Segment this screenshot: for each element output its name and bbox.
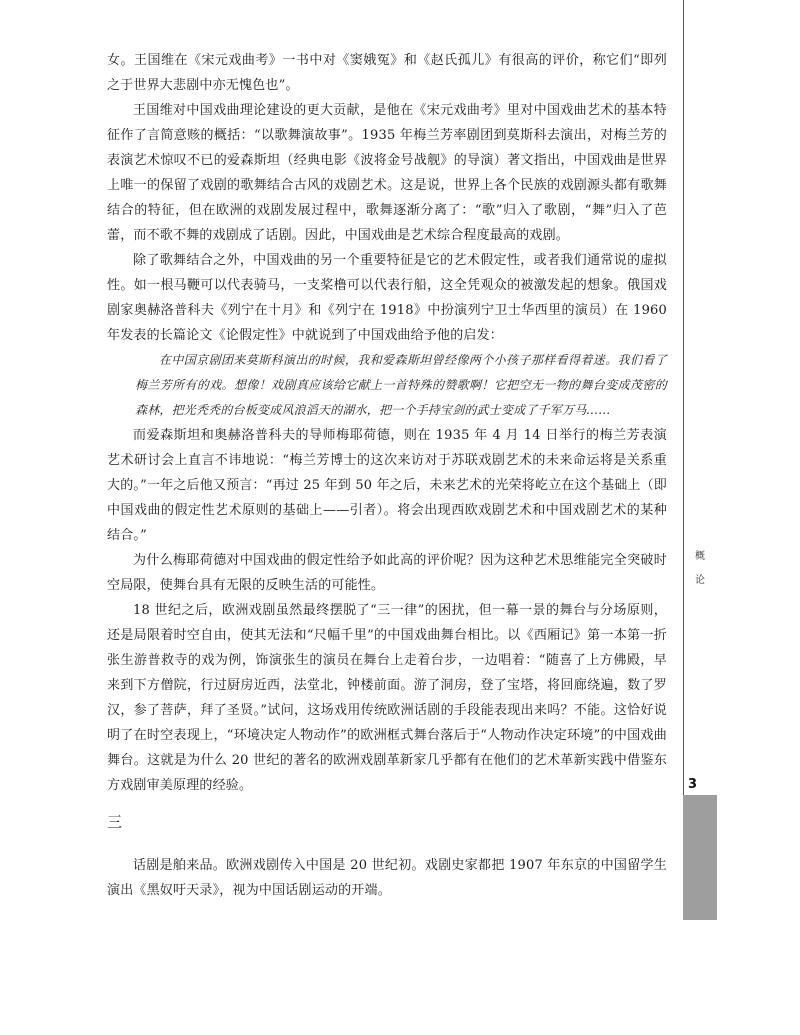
body-text: [107, 48, 667, 903]
margin-rule: [683, 0, 684, 920]
paragraph: 为什么梅耶荷德对中国戏曲的假定性给予如此高的评价呢？因为这种艺术思维能完全突破时空局限，使舞台具有无限的反映生活的可能性。: [107, 553, 667, 593]
section-side-label: [692, 545, 708, 593]
side-label-char: 概: [695, 551, 705, 562]
thumb-index-tab: [683, 795, 717, 920]
side-label-char: 论: [695, 575, 705, 586]
paragraph: 女。王国维在《宋元戏曲考》一书中对《窦娥冤》和《赵氏孤儿》有很高的评价，称它们“即列之于世界大悲剧中亦无愧色也”。: [107, 53, 667, 93]
paragraph: 话剧是舶来品。欧洲戏剧传入中国是 20 世纪初。戏剧史家都把 1907 年东京的中国留学生演出《黑奴吁天录》，视为中国话剧运动的开端。: [107, 858, 667, 898]
paragraph: 而爱森斯坦和奥赫洛普科夫的导师梅耶荷德，则在 1935 年 4 月 14 日举行的梅兰芳表演艺术研讨会上直言不讳地说：“梅兰芳博士的这次来访对于苏联戏剧艺术的未来命运将是关系重大的。”一年之后他又预言：“再过 25 年到 50 年之后，未来艺术的光荣将屹立在这个基础上（即中国戏曲的假定性艺术原则的基础上——引者）。将会出现西欧戏剧艺术和中国戏剧艺术的某种结合。”: [107, 428, 668, 543]
section-heading: 三: [107, 813, 125, 831]
paragraph: 除了歌舞结合之外，中国戏曲的另一个重要特征是它的艺术假定性，或者我们通常说的虚拟性。如一根马鞭可以代表骑马，一支桨橹可以代表行船，这全凭观众的被激发起的想象。俄国戏剧家奥赫洛普科夫《列宁在十月》和《列宁在 1918》中扮演列宁卫士华西里的演员）在 1960 年发表的长篇论文《论假定性》中就说到了中国戏曲给予他的启发：: [107, 253, 667, 343]
paragraph: 王国维对中国戏曲理论建设的更大贡献，是他在《宋元戏曲考》里对中国戏曲艺术的基本特征作了言简意赅的概括：“以歌舞演故事”。1935 年梅兰芳率剧团到莫斯科去演出，对梅兰芳的表演艺术惊叹不已的爱森斯坦（经典电影《波将金号战舰》的导演）著文指出，中国戏曲是世界上唯一的保留了戏剧的歌舞结合古风的戏剧艺术。这是说，世界上各个民族的戏剧源头都有歌舞结合的特征，但在欧洲的戏剧发展过程中，歌舞逐渐分离了：“歌”归入了歌剧，“舞”归入了芭蕾，而不歌不舞的戏剧成了话剧。因此，中国戏曲是艺术综合程度最高的戏剧。: [107, 103, 667, 243]
page-number: 3: [688, 777, 698, 792]
block-quote: 在中国京剧团来莫斯科演出的时候，我和爱森斯坦曾经像两个小孩子那样看得着迷。我们看了梅兰芳所有的戏。想像！戏剧真应该给它献上一首特殊的赞歌啊！它把空无一物的舞台变成茂密的森林，把光秃秃的台板变成风浪滔天的湖水，把一个手持宝剑的武士变成了千军万马……: [135, 353, 667, 417]
paragraph: 18 世纪之后，欧洲戏剧虽然最终摆脱了“三一律”的困扰，但一幕一景的舞台与分场原则，还是局限着时空自由，使其无法和“尺幅千里”的中国戏曲舞台相比。以《西厢记》第一本第一折张生游普救寺的戏为例，饰演张生的演员在舞台上走着台步，一边唱着：“随喜了上方佛殿，早来到下方僧院，行过厨房近西，法堂北，钟楼前面。游了洞房，登了宝塔，将回廊绕遍，数了罗汉，参了菩萨，拜了圣贤。”试问，这场戏用传统欧洲话剧的手段能表现出来吗？不能。这恰好说明了在时空表现上，“环境决定人物动作”的欧洲框式舞台落后于“人物动作决定环境”的中国戏曲舞台。这就是为什么 20 世纪的著名的欧洲戏剧革新家几乎都有在他们的艺术革新实践中借鉴东方戏剧审美原理的经验。: [107, 603, 667, 793]
